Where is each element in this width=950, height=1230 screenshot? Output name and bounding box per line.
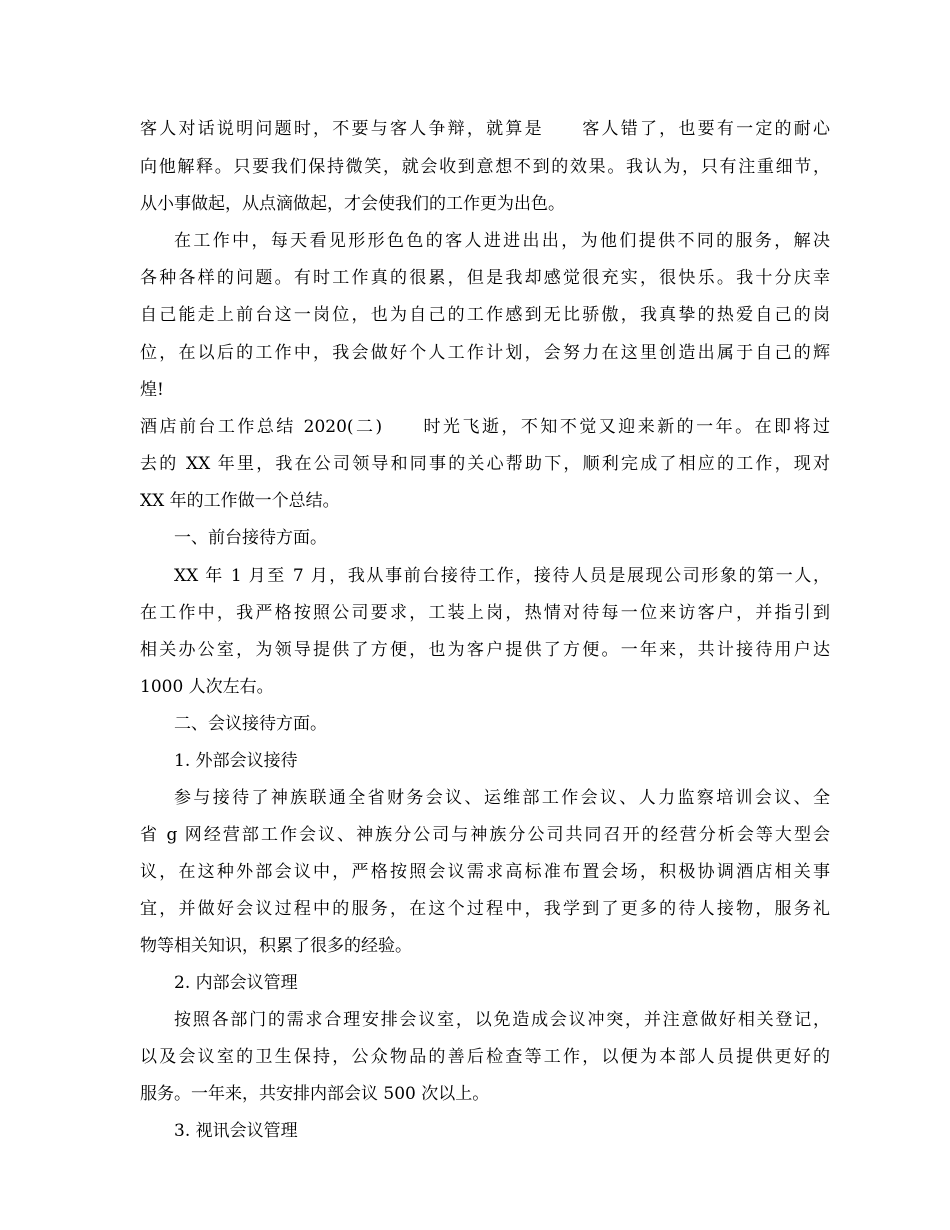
body-text-line: XX 年的工作做一个总结。 — [140, 491, 340, 511]
section-heading: 二、会议接待方面。 — [174, 714, 327, 734]
body-text-line: 按照各部门的需求合理安排会议室，以免造成会议冲突，并注意做好相关登记， — [174, 1010, 830, 1030]
subsection-heading: 1. 外部会议接待 — [174, 751, 298, 771]
body-text-line: 去的 XX 年里，我在公司领导和同事的关心帮助下，顺利完成了相应的工作，现对 — [140, 454, 830, 474]
body-text-line: 物等相关知识，积累了很多的经验。 — [140, 936, 412, 956]
body-text-line: XX 年 1 月至 7 月，我从事前台接待工作，接待人员是展现公司形象的第一人， — [174, 566, 830, 586]
body-text-line: 从小事做起，从点滴做起，才会使我们的工作更为出色。 — [140, 194, 565, 214]
body-text-line: 在工作中，我严格按照公司要求，工装上岗，热情对待每一位来访客户，并指引到 — [140, 603, 830, 623]
body-text-line: 省 g 网经营部工作会议、神族分公司与神族分公司共同召开的经营分析会等大型会 — [140, 825, 830, 845]
body-text-line: 宜，并做好会议过程中的服务，在这个过程中，我学到了更多的待人接物，服务礼 — [140, 899, 830, 919]
body-text-line: 客人对话说明问题时，不要与客人争辩，就算是 客人错了，也要有一定的耐心 — [140, 119, 830, 139]
subsection-heading: 3. 视讯会议管理 — [174, 1121, 298, 1141]
body-text-line: 各种各样的问题。有时工作真的很累，但是我却感觉很充实，很快乐。我十分庆幸 — [140, 268, 830, 288]
body-text-line: 相关办公室，为领导提供了方便，也为客户提供了方便。一年来，共计接待用户达 — [140, 640, 830, 660]
body-text-line: 在工作中，每天看见形形色色的客人进进出出，为他们提供不同的服务，解决 — [174, 231, 830, 251]
body-text-line: 以及会议室的卫生保持，公众物品的善后检查等工作，以便为本部人员提供更好的 — [140, 1047, 830, 1067]
body-text-line: 自己能走上前台这一岗位，也为自己的工作感到无比骄傲，我真挚的热爱自己的岗 — [140, 305, 830, 325]
section-title-line: 酒店前台工作总结 2020(二) 时光飞逝，不知不觉又迎来新的一年。在即将过 — [140, 417, 830, 437]
body-text-line: 位，在以后的工作中，我会做好个人工作计划，会努力在这里创造出属于自己的辉 — [140, 343, 830, 363]
body-text-line: 煌! — [140, 380, 164, 400]
body-text-line: 服务。一年来，共安排内部会议 500 次以上。 — [140, 1084, 490, 1104]
section-heading: 一、前台接待方面。 — [174, 528, 327, 548]
body-text-line: 议，在这种外部会议中，严格按照会议需求高标准布置会场，积极协调酒店相关事 — [140, 862, 830, 882]
body-text-line: 1000 人次左右。 — [140, 677, 274, 697]
body-text-line: 向他解释。只要我们保持微笑，就会收到意想不到的效果。我认为，只有注重细节， — [140, 157, 830, 177]
body-text-line: 参与接待了神族联通全省财务会议、运维部工作会议、人力监察培训会议、全 — [174, 788, 830, 808]
subsection-heading: 2. 内部会议管理 — [174, 973, 298, 993]
